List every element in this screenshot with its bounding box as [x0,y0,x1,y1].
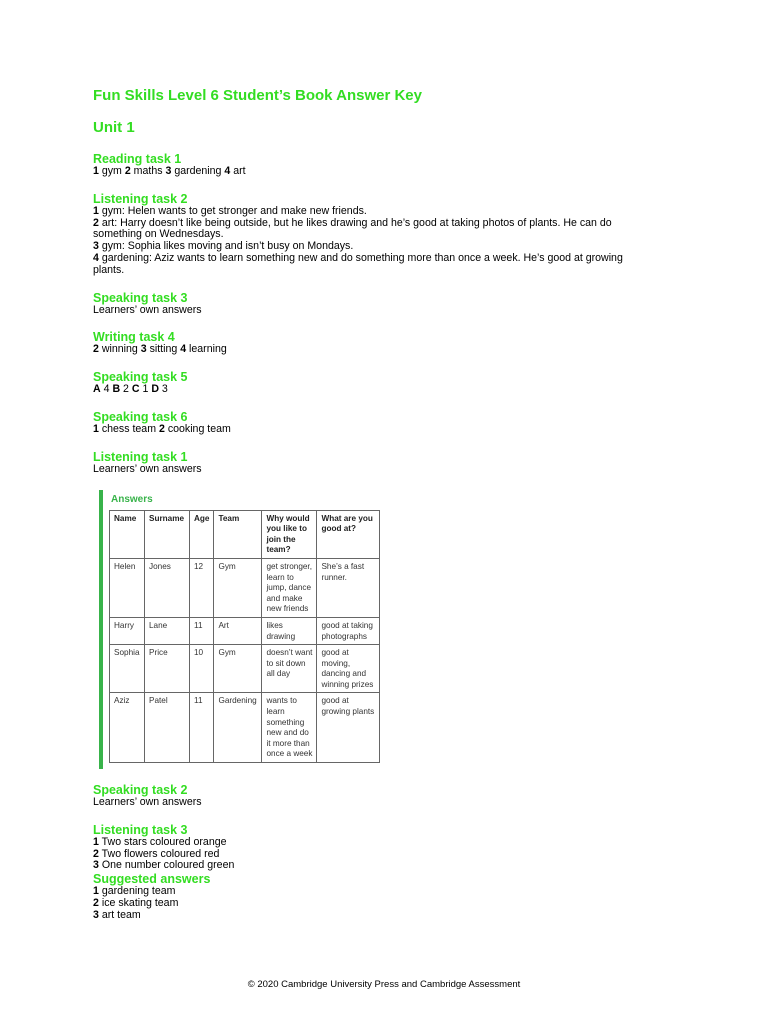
table-cell: Sophia [110,645,145,693]
answer-text: gym [98,165,125,177]
answer-text: Two flowers coloured red [98,847,220,860]
answer-number: 4 [93,251,99,264]
sections-after-table [93,783,653,922]
section-heading: Speaking task 6 [93,409,188,424]
table-cell: wants to learn something new and do it more than once a week [262,693,317,763]
section-speaking-task-6 [93,410,653,436]
answer-text: 3 [158,383,168,396]
section-heading: Writing task 4 [93,330,175,345]
answers-table [109,510,380,763]
answer-number: 3 [165,165,172,177]
answer-line [93,253,653,277]
answer-line [93,166,653,178]
answer-number: 2 [93,897,99,910]
table-cell: likes drawing [262,617,317,644]
answer-key-page [93,86,653,922]
table-cell: good at taking photographs [317,617,380,644]
answer-line [93,464,653,476]
answer-number: 3 [93,240,99,253]
section-speaking-task-2 [93,783,653,809]
answer-number: 4 [180,343,187,356]
answer-number: 2 [93,216,99,229]
answer-text: maths [130,165,166,177]
answer-text: One number coloured green [98,859,235,872]
table-cell: get stronger, learn to jump, dance and make new friends [262,558,317,617]
section-heading: Listening task 3 [93,822,188,837]
answer-line [93,344,653,356]
column-header: What are you good at? [317,510,380,558]
column-header: Age [190,510,214,558]
table-header-row [110,510,380,558]
table-cell: Art [214,617,262,644]
table-cell: Harry [110,617,145,644]
answer-number: 1 [93,204,99,217]
table-row [110,558,380,617]
section-writing-task-4 [93,330,653,356]
answer-number: 2 [93,847,99,860]
answer-text: gardening [171,165,225,177]
section-suggested-answers [93,872,653,921]
answer-number: 1 [93,885,99,898]
table-cell: Lane [145,617,190,644]
answer-number: 3 [140,343,147,356]
answer-text: ice skating team [98,897,179,910]
table-cell: Gym [214,558,262,617]
table-cell: Price [145,645,190,693]
section-heading: Listening task 2 [93,191,188,206]
answer-number: B [112,383,121,396]
section-speaking-task-5 [93,370,653,396]
table-cell: 10 [190,645,214,693]
answer-text: learning [186,343,227,356]
answer-text: gardening team [98,885,176,898]
answer-number: 2 [93,343,99,356]
section-heading: Suggested answers [93,872,211,887]
table-cell: Gardening [214,693,262,763]
section-speaking-task-3 [93,291,653,317]
answers-label: Answers [111,493,153,505]
table-cell: She’s a fast runner. [317,558,380,617]
answer-line [93,384,653,396]
table-cell: Jones [145,558,190,617]
table-cell: 11 [190,617,214,644]
answer-text: Learners’ own answers [93,462,202,475]
table-cell: 12 [190,558,214,617]
answer-text: Two stars coloured orange [98,835,227,848]
section-heading: Listening task 1 [93,449,188,464]
column-header: Name [110,510,145,558]
unit-title: Unit 1 [93,119,135,136]
table-row [110,617,380,644]
answer-text: 1 [139,383,152,396]
answer-text: art: Harry doesn’t like being outside, but he likes drawing and he’s good at taking photos of plants. He can do something on Wednesdays. [93,216,612,241]
table-cell: doesn’t want to sit down all day [262,645,317,693]
answer-text: art [230,165,246,177]
answer-number: C [131,383,140,396]
answer-text: gym: Helen wants to get stronger and make new friends. [98,204,367,217]
section-listening-task-3 [93,823,653,872]
column-header: Why would you like to join the team? [262,510,317,558]
answer-text: art team [98,908,141,921]
answers-box [99,490,387,769]
answer-number: 1 [93,165,99,177]
section-heading: Speaking task 3 [93,290,188,305]
answer-line [93,424,653,436]
answer-text: Learners’ own answers [93,796,202,809]
answer-line [93,910,653,922]
table-cell: good at moving, dancing and winning prizes [317,645,380,693]
answer-text: 4 [100,383,113,396]
answer-line [93,860,653,872]
answer-number: 2 [158,422,165,435]
answer-text: winning [98,343,141,356]
table-cell: Helen [110,558,145,617]
section-heading: Speaking task 5 [93,370,188,385]
table-cell: good at growing plants [317,693,380,763]
column-header: Team [214,510,262,558]
section-listening-task-1 [93,450,653,476]
answer-number: 1 [93,422,99,435]
answer-text: gym: Sophia likes moving and isn’t busy on Mondays. [98,240,354,253]
answer-text: gardening: Aziz wants to learn something new and do something more than once a week. He’s good at growing plants. [93,251,623,276]
answer-line [93,305,653,317]
section-heading: Reading task 1 [93,152,182,166]
answer-number: 2 [124,165,131,177]
answer-text: chess team [98,422,159,435]
table-cell: Aziz [110,693,145,763]
answer-line [93,218,653,242]
answer-number: 1 [93,835,99,848]
answer-number: 3 [93,908,99,921]
section-reading-task-1 [93,152,653,178]
answer-line [93,898,653,910]
table-row [110,645,380,693]
column-header: Surname [145,510,190,558]
answer-number: 3 [93,859,99,872]
answer-text: Learners’ own answers [93,303,202,316]
answer-number: D [151,383,159,396]
section-listening-task-2 [93,192,653,277]
copyright-footer: © 2020 Cambridge University Press and Cambridge Assessment [247,979,521,990]
answer-text: 2 [120,383,132,396]
table-cell: Patel [145,693,190,763]
answer-line [93,797,653,809]
section-heading: Speaking task 2 [93,783,188,798]
answer-text: cooking team [164,422,231,435]
document-title: Fun Skills Level 6 Student’s Book Answer Key [93,87,422,104]
table-row [110,693,380,763]
table-cell: 11 [190,693,214,763]
sections-before-table [93,152,653,476]
answer-text: sitting [146,343,181,356]
answer-number: A [93,383,101,396]
answer-number: 4 [224,165,231,177]
table-cell: Gym [214,645,262,693]
